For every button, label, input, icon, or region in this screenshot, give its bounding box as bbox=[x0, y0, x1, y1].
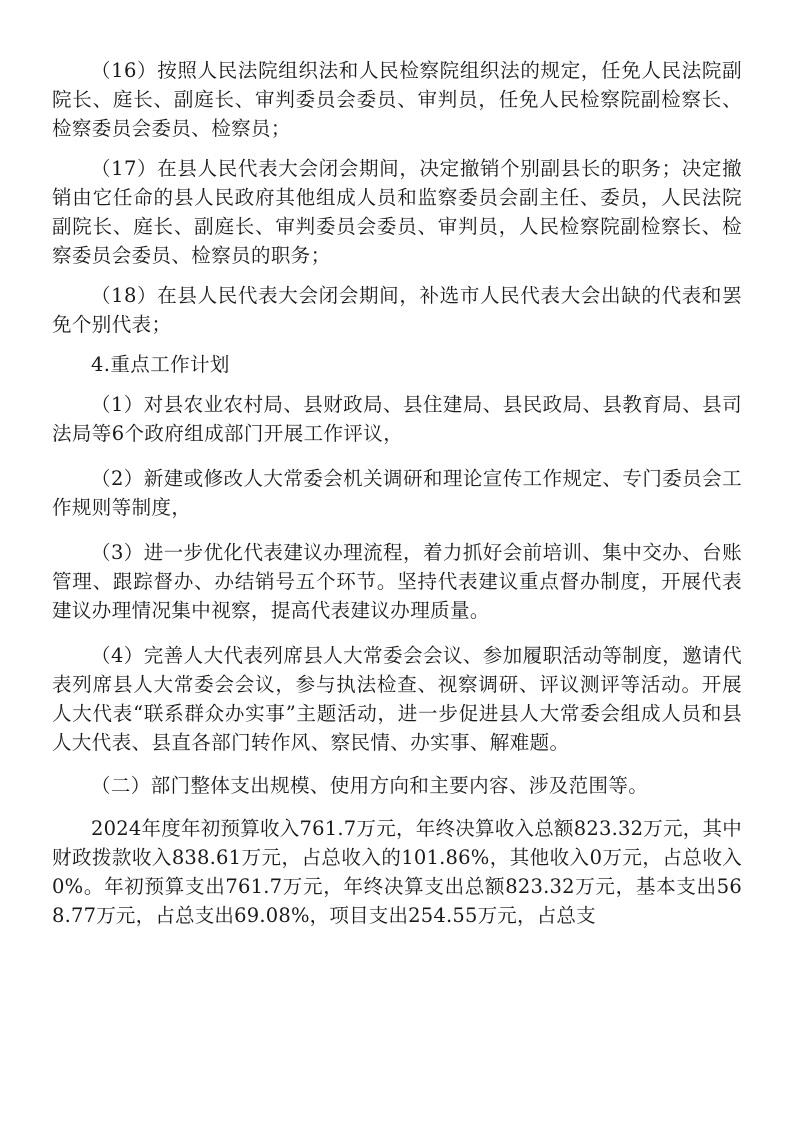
paragraph-item-16: （16）按照人民法院组织法和人民检察院组织法的规定，任免人民法院副院长、庭长、副庭长、审判委员会委员、审判员，任免人民检察院副检察长、检察委员会委员、检察员； bbox=[52, 59, 742, 140]
plan-item-2: （2）新建或修改人大常委会机关调研和理论宣传工作规定、专门委员会工作规则等制度， bbox=[52, 467, 742, 519]
plan-item-4: （4）完善人大代表列席县人大常委会会议、参加履职活动等制度，邀请代表列席县人大常委会会议，参与执法检查、视察调研、评议测评等活动。开展人大代表“联系群众办实事”主题活动，进一步促进县人大常委会组成人员和县人大代表、县直各部门转作风、察民情、办实事、解难题。 bbox=[52, 644, 742, 754]
document-page bbox=[52, 56, 742, 930]
paragraph-item-18: （18）在县人民代表大会闭会期间，补选市人民代表大会出缺的代表和罢免个别代表； bbox=[52, 284, 742, 336]
paragraph-item-17: （17）在县人民代表大会闭会期间，决定撤销个别副县长的职务；决定撤销由它任命的县人民政府其他组成人员和监察委员会副主任、委员，人民法院副院长、庭长、副庭长、审判委员会委员、审判员，人民检察院副检察长、检察委员会委员、检察员的职务； bbox=[52, 157, 742, 267]
budget-paragraph: 2024年度年初预算收入761.7万元，年终决算收入总额823.32万元，其中财政拨款收入838.61万元，占总收入的101.86%，其他收入0万元，占总收入0%。年初预算支出761.7万元，年终决算支出总额823.32万元，基本支出568.77万元，占总支出69.08%，项目支出254.55万元，占总支 bbox=[52, 817, 742, 927]
section-heading-key-work-plan: 4.重点工作计划 bbox=[91, 353, 230, 376]
plan-item-1: （1）对县农业农村局、县财政局、县住建局、县民政局、县教育局、县司法局等6个政府组成部门开展工作评议， bbox=[52, 393, 742, 445]
plan-item-3: （3）进一步优化代表建议办理流程，着力抓好会前培训、集中交办、台账管理、跟踪督办、办结销号五个环节。坚持代表建议重点督办制度，开展代表建议办理情况集中视察，提高代表建议办理质量。 bbox=[52, 541, 742, 622]
section-heading-expenditure-scope: （二）部门整体支出规模、使用方向和主要内容、涉及范围等。 bbox=[91, 774, 649, 797]
